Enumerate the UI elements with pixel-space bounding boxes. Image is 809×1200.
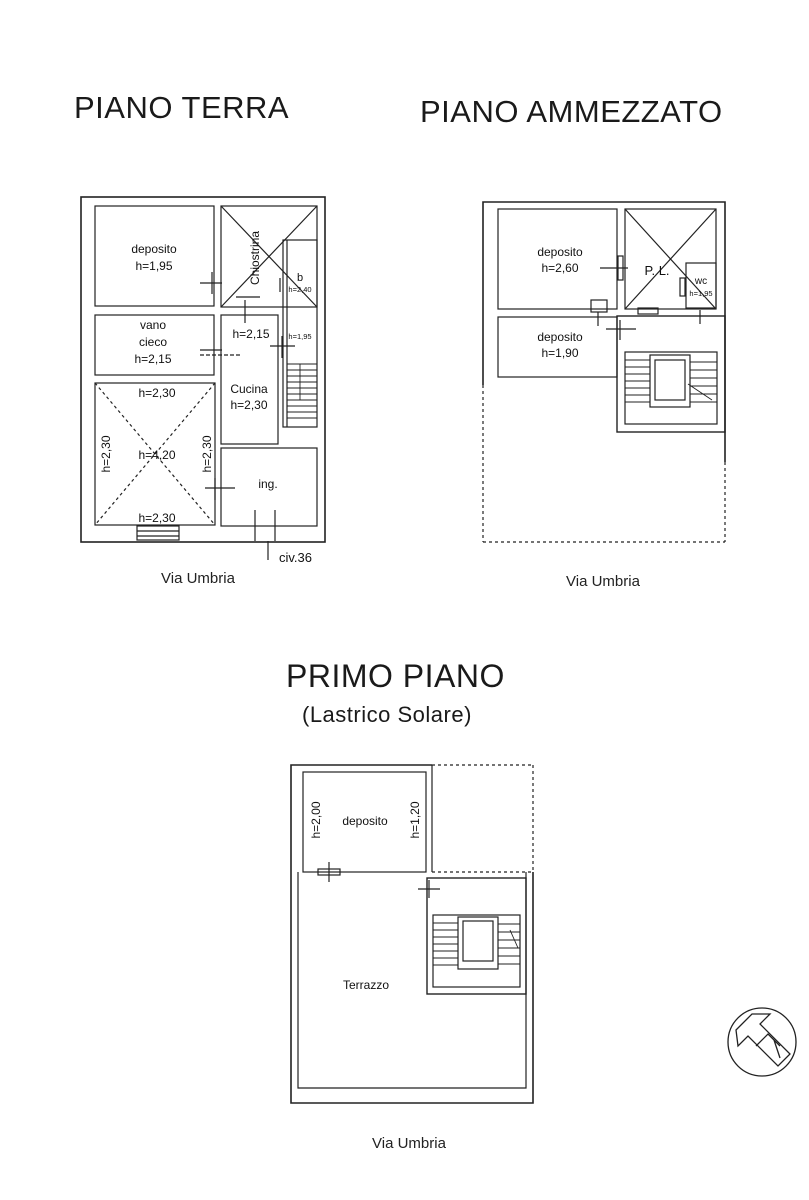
ground-stair-height: h=1,95: [288, 332, 312, 341]
ground-floor-title: PIANO TERRA: [74, 90, 290, 125]
mezz-deposito2-label: deposito: [537, 330, 583, 344]
ground-corridor-height: h=2,15: [232, 327, 270, 341]
mezz-wc-label: wc: [694, 276, 708, 287]
ground-floor-plan: [81, 197, 325, 560]
ground-ing-label: ing.: [258, 477, 278, 491]
ground-big-center-height: h=4,20: [138, 448, 176, 462]
mezz-deposito2-height: h=1,90: [541, 346, 579, 360]
ground-deposito-label: deposito: [131, 242, 177, 256]
first-deposito-label: deposito: [342, 814, 388, 828]
ground-big-bottom-height: h=2,30: [138, 511, 176, 525]
first-floor-subtitle: (Lastrico Solare): [302, 702, 472, 727]
ground-deposito-height: h=1,95: [135, 259, 173, 273]
first-floor-title: PRIMO PIANO: [286, 658, 505, 694]
first-street-label: Via Umbria: [372, 1135, 446, 1152]
first-deposito-right-height: h=1,20: [408, 801, 422, 839]
mezz-deposito1-height: h=2,60: [541, 261, 579, 275]
mezzanine-plan: [483, 202, 725, 542]
ground-big-right-height: h=2,30: [200, 435, 214, 473]
mezz-deposito1-room: [498, 209, 617, 309]
mezz-pl-label: P. L.: [644, 263, 670, 278]
ground-vano-label: vano: [139, 318, 167, 332]
terrazzo-label: Terrazzo: [342, 978, 390, 992]
ground-chiostrina-label: Chiostrina: [248, 230, 262, 286]
north-arrow-icon: [728, 1008, 796, 1076]
mezz-wc-height: h=1,95: [689, 289, 713, 298]
first-stair-block: [427, 878, 526, 994]
ground-civic-number: civ.36: [279, 550, 312, 565]
mezz-deposito1-label: deposito: [537, 245, 583, 259]
ground-big-left-height: h=2,30: [99, 435, 113, 473]
ground-b-height: h=2,40: [288, 285, 312, 294]
ground-cucina-label: Cucina: [230, 382, 268, 396]
first-deposito-left-height: h=2,00: [309, 801, 323, 839]
mezzanine-street-label: Via Umbria: [566, 573, 640, 590]
ground-street-label: Via Umbria: [161, 570, 235, 587]
ground-cieco-label: cieco: [138, 335, 168, 349]
ground-vano-height: h=2,15: [134, 352, 172, 366]
ground-cucina-height: h=2,30: [230, 398, 268, 412]
mezzanine-title: PIANO AMMEZZATO: [420, 94, 723, 129]
ground-deposito-room: [95, 206, 214, 306]
ground-b-label: b: [296, 272, 304, 284]
ground-big-top-height: h=2,30: [138, 386, 176, 400]
